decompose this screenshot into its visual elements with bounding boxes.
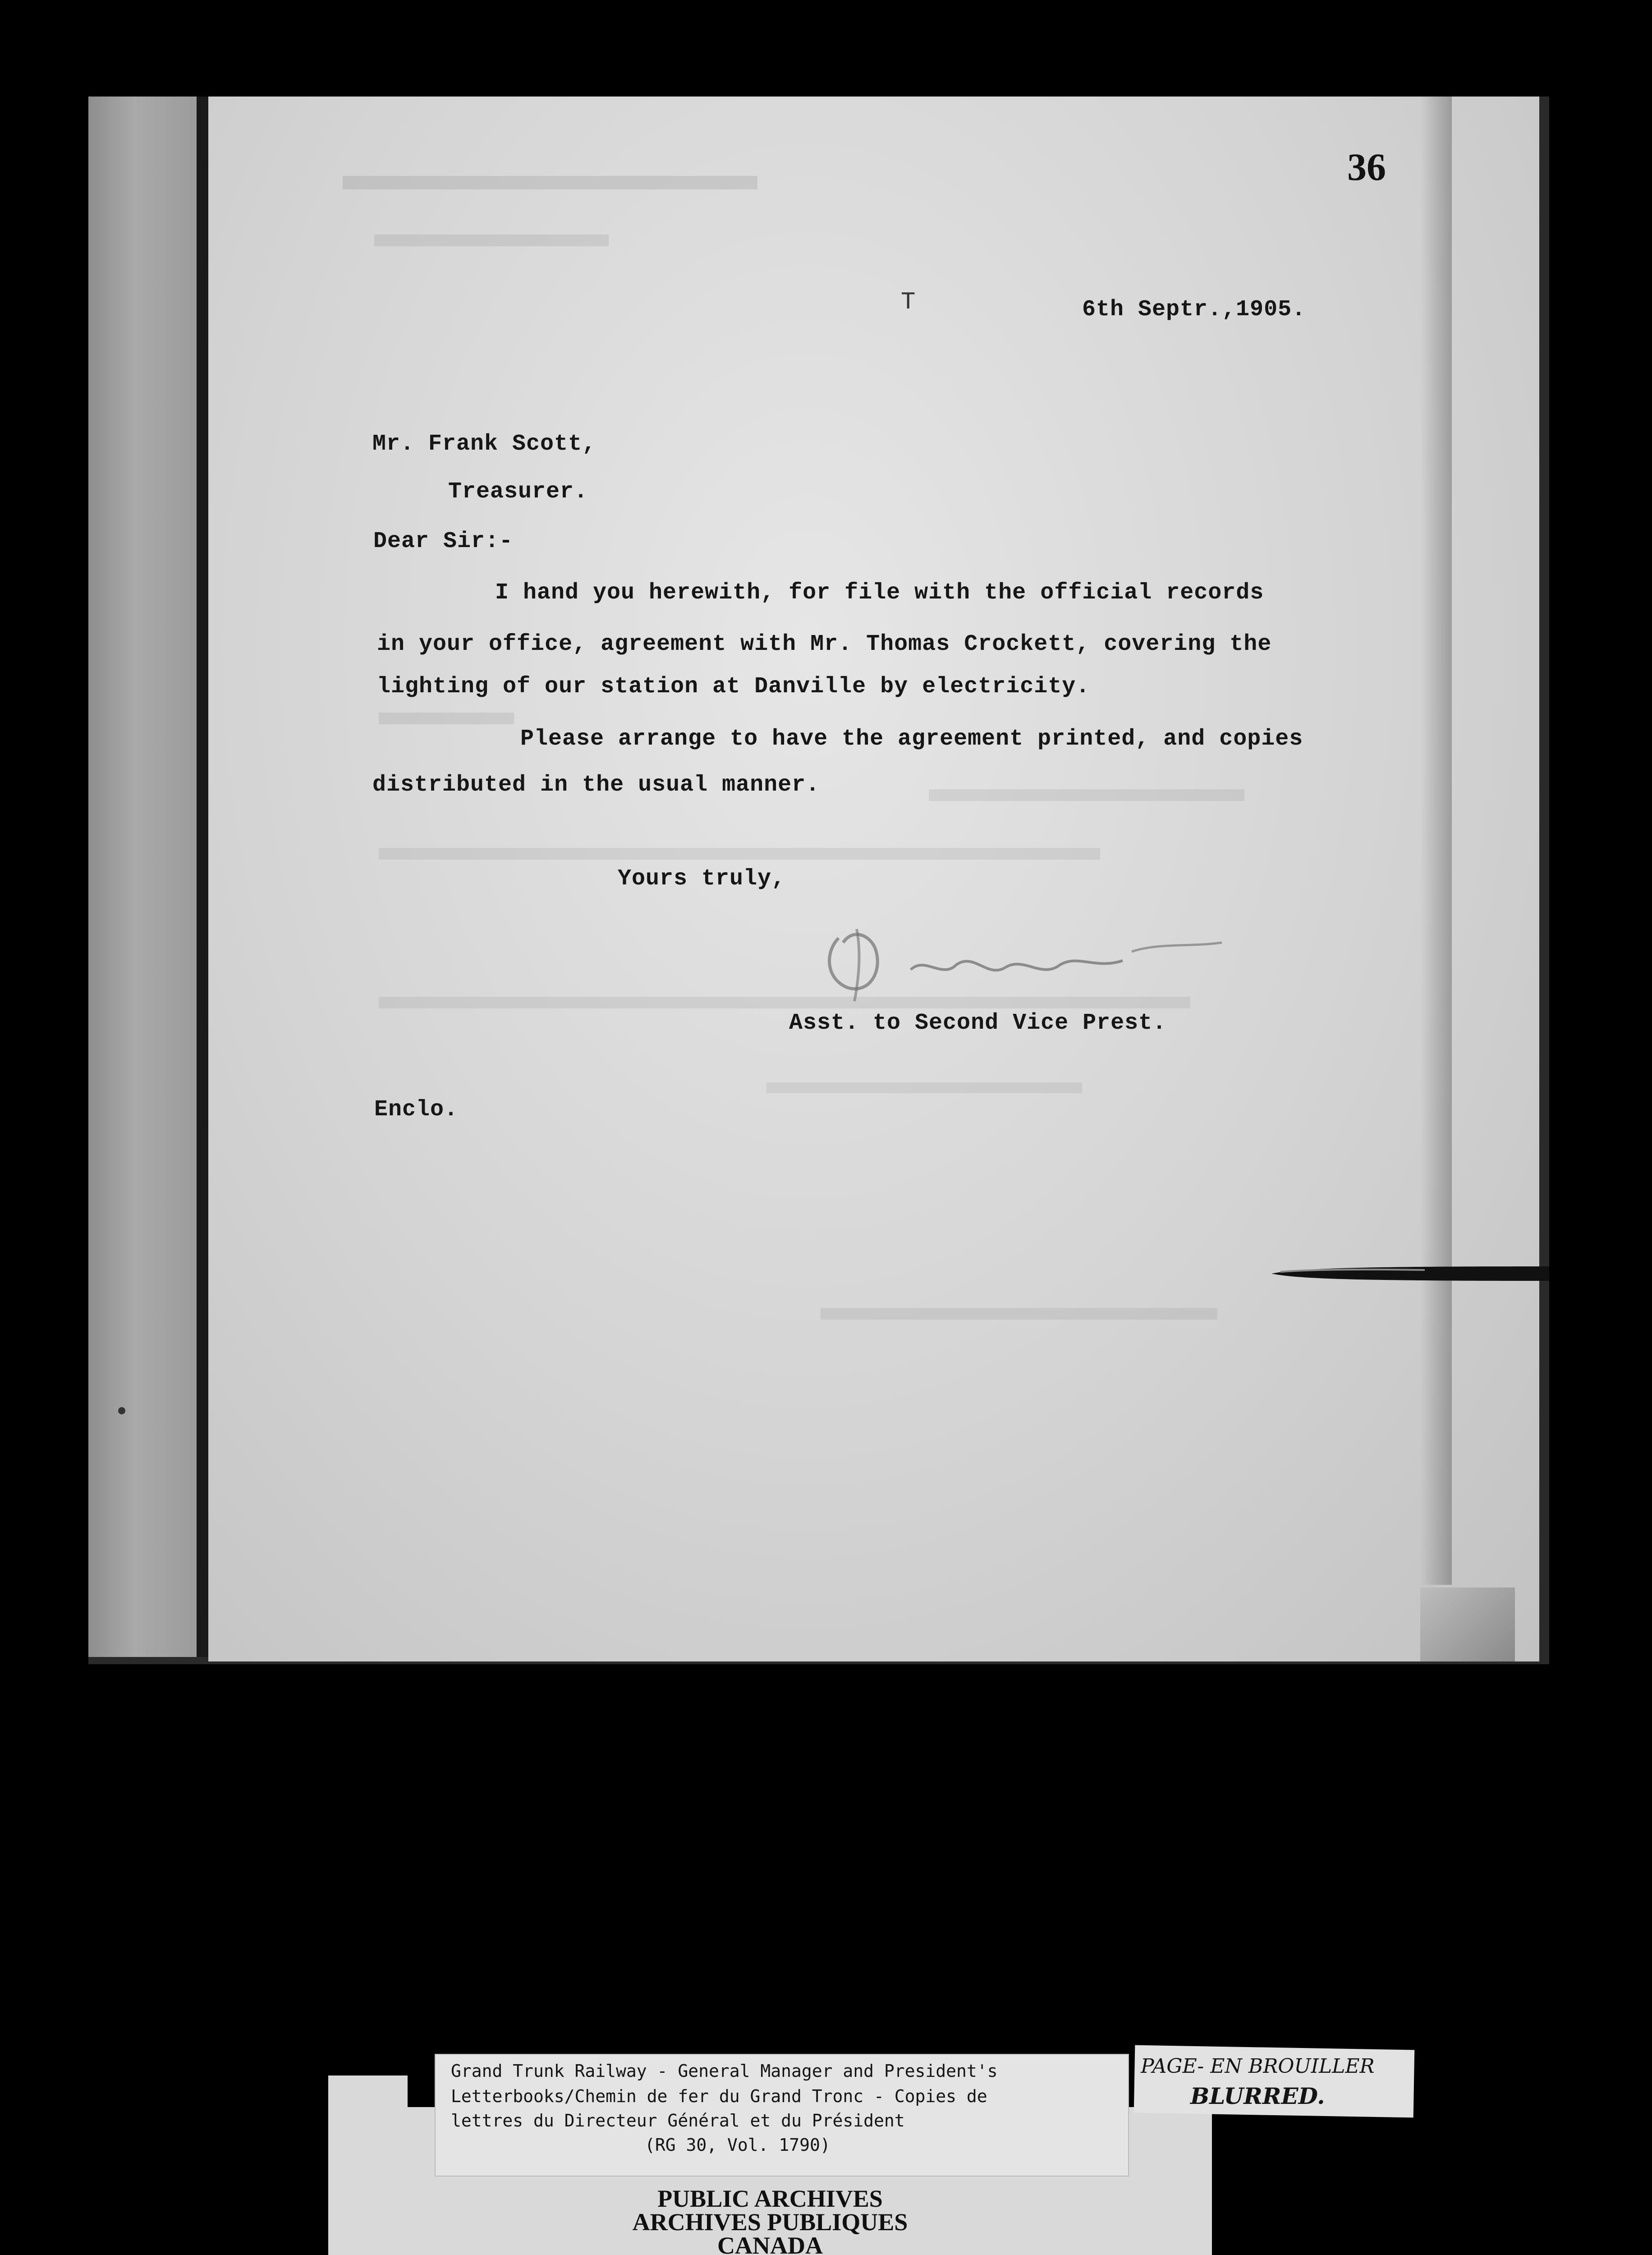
bleed-through-mark <box>379 848 1100 860</box>
underlying-sheet-corner <box>1420 1588 1515 1661</box>
bleed-through-mark <box>379 713 514 724</box>
recipient-name: Mr. Frank Scott, <box>372 431 597 457</box>
binding-strip <box>88 97 205 1657</box>
body-line: I hand you herewith, for file with the official records <box>495 580 1264 606</box>
catalog-line: (RG 30, Vol. 1790) <box>645 2135 831 2155</box>
archive-name-english: PUBLIC ARCHIVES <box>657 2185 883 2212</box>
catalog-line: lettres du Directeur Général et du Président <box>451 2111 905 2131</box>
recipient-title: Treasurer. <box>448 479 588 505</box>
bleed-through-mark <box>374 235 609 246</box>
page-edge-shadow <box>1420 97 1452 1585</box>
binding-edge <box>197 97 208 1657</box>
marginal-mark: T <box>901 289 916 316</box>
salutation: Dear Sir:- <box>373 529 514 554</box>
handwritten-note: BLURRED. <box>1190 2083 1325 2109</box>
enclosure-note: Enclo. <box>374 1097 459 1123</box>
bleed-through-mark <box>343 176 757 189</box>
archive-name-french: ARCHIVES PUBLIQUES <box>632 2209 908 2236</box>
catalog-line: Grand Trunk Railway - General Manager and President's <box>451 2061 998 2081</box>
body-line: distributed in the usual manner. <box>372 772 820 798</box>
body-line: in your office, agreement with Mr. Thomas Crockett, covering the <box>377 631 1272 657</box>
body-line: lighting of our station at Danville by electricity. <box>377 674 1090 700</box>
signature-image <box>807 911 1240 1019</box>
letter-date: 6th Septr.,1905. <box>1082 297 1306 322</box>
margin-dot <box>118 1407 125 1414</box>
closing: Yours truly, <box>618 866 786 892</box>
letter-page <box>208 97 1539 1661</box>
bleed-through-mark <box>929 789 1244 801</box>
body-line: Please arrange to have the agreement printed, and copies <box>520 726 1303 752</box>
catalog-line: Letterbooks/Chemin de fer du Grand Tronc - Copies de <box>451 2086 987 2106</box>
archive-country: CANADA <box>717 2232 823 2255</box>
handwritten-note: PAGE- EN BROUILLER <box>1141 2055 1375 2078</box>
pen-pointer <box>1271 1266 1549 1282</box>
signature-title: Asst. to Second Vice Prest. <box>789 1010 1167 1036</box>
label-notch <box>408 2076 435 2107</box>
page-number: 36 <box>1347 145 1386 189</box>
bleed-through-mark <box>821 1308 1217 1320</box>
bleed-through-mark <box>766 1082 1082 1093</box>
